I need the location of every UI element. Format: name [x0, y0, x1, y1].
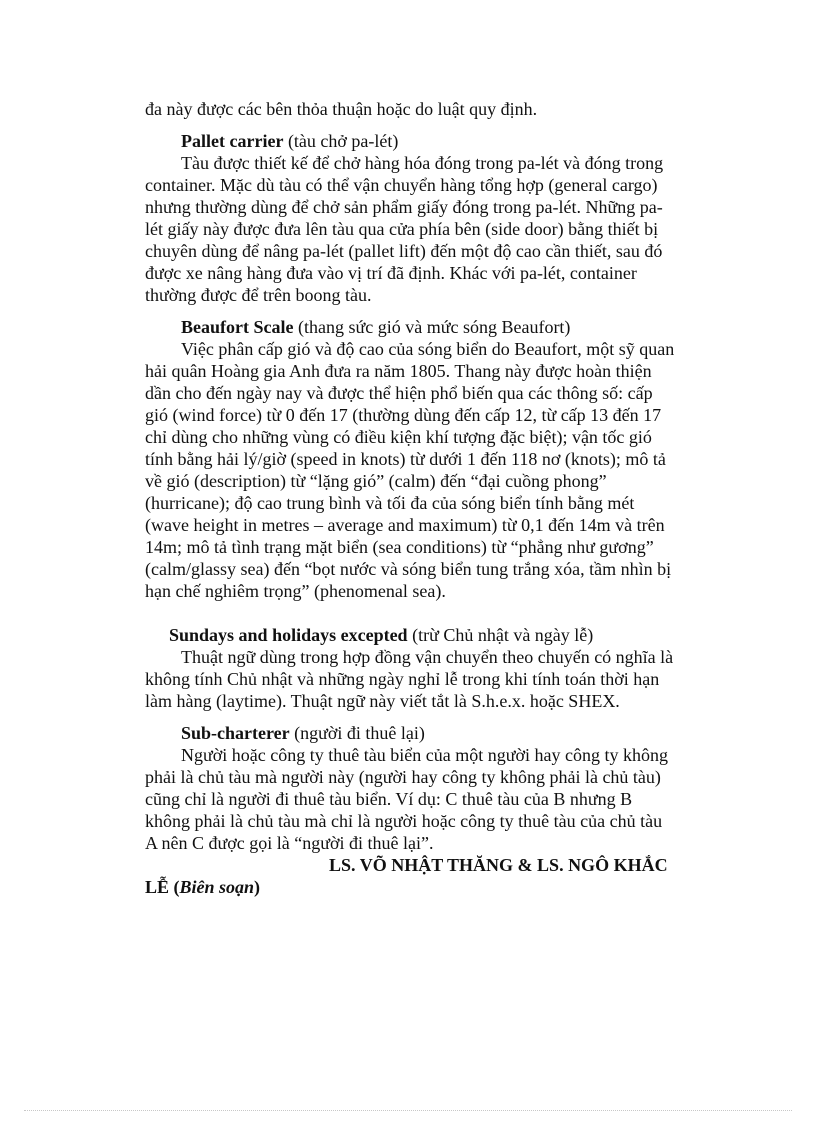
signature-role: Biên soạn	[179, 877, 255, 897]
intro-line: đa này được các bên thỏa thuận hoặc do luật quy định.	[145, 99, 538, 119]
entry-sundays-holidays	[145, 624, 675, 712]
entry-body: Người hoặc công ty thuê tàu biển của một người hay công ty không phải là chủ tàu mà người này (người hay công ty không phải là chủ tàu) cũng chỉ là người đi thuê tàu biển. Ví dụ: C thuê tàu của B nhưng B không phải là chủ tàu mà chỉ là người hoặc công ty thuê tàu của chủ tàu A nên C được gọi là “người đi thuê lại”.	[145, 745, 668, 853]
page-bottom-dotted-rule	[24, 1110, 792, 1111]
entry-heading	[145, 624, 675, 646]
entry-body: Thuật ngữ dùng trong hợp đồng vận chuyển theo chuyến có nghĩa là không tính Chủ nhật và những ngày nghỉ lễ trong khi tính toán thời hạn làm hàng (laytime). Thuật ngữ này viết tắt là S.h.e.x. hoặc SHEX.	[145, 647, 674, 711]
signature	[145, 854, 675, 898]
document-page	[145, 98, 675, 898]
entry-pallet-carrier	[145, 130, 675, 306]
entry-term: Beaufort Scale	[181, 317, 294, 337]
signature-authors: LS. VÕ NHẬT THĂNG & LS. NGÔ KHẮC LỄ	[145, 855, 668, 897]
entry-body: Việc phân cấp gió và độ cao của sóng biển do Beaufort, một sỹ quan hải quân Hoàng gia Anh đưa ra năm 1805. Thang này được hoàn thiện dần cho đến ngày nay và được thể hiện phổ biến qua các thông số: cấp gió (wind force) từ 0 đến 17 (thường dùng đến cấp 12, từ cấp 13 đến 17 chỉ dùng cho những vùng có điều kiện khí tượng đặc biệt); vận tốc gió tính bằng hải lý/giờ (speed in knots) từ dưới 1 đến 118 nơ (knots); mô tả về gió (description) từ “lặng gió” (calm) đến “đại cuồng phong” (hurricane); độ cao trung bình và tối đa của sóng biển tính bằng mét (wave height in metres – average and maximum) từ 0,1 đến 14m và trên 14m; mô tả tình trạng mặt biển (sea conditions) từ “phẳng như gương” (calm/glassy sea) đến “bọt nước và sóng biển tung trắng xóa, tầm nhìn bị hạn chế nghiêm trọng” (phenomenal sea).	[145, 339, 675, 601]
entry-gloss: (tàu chở pa-lét)	[283, 131, 399, 151]
signature-paren-close: )	[254, 877, 261, 897]
entry-term: Pallet carrier	[181, 131, 284, 151]
entry-term: Sub-charterer	[181, 723, 290, 743]
entry-heading	[145, 316, 675, 338]
entry-gloss: (thang sức gió và mức sóng Beaufort)	[293, 317, 571, 337]
entry-sub-charterer	[145, 722, 675, 854]
entry-beaufort-scale	[145, 316, 675, 602]
entry-term: Sundays and holidays excepted	[169, 625, 408, 645]
entry-heading	[145, 130, 675, 152]
entry-gloss: (trừ Chủ nhật và ngày lễ)	[407, 625, 594, 645]
entry-heading	[145, 722, 675, 744]
entry-gloss: (người đi thuê lại)	[289, 723, 425, 743]
signature-paren-open: (	[169, 877, 180, 897]
entry-body: Tàu được thiết kế để chở hàng hóa đóng trong pa-lét và đóng trong container. Mặc dù tàu có thể vận chuyển hàng tổng hợp (general cargo) nhưng thường dùng để chở sản phẩm giấy đóng trong pa-lét. Những pa-lét giấy này được đưa lên tàu qua cửa phía bên (side door) bằng thiết bị chuyên dùng để nâng pa-lét (pallet lift) đến một độ cao cần thiết, sau đó được xe nâng hàng đưa vào vị trí đã định. Khác với pa-lét, container thường được để trên boong tàu.	[145, 153, 664, 305]
